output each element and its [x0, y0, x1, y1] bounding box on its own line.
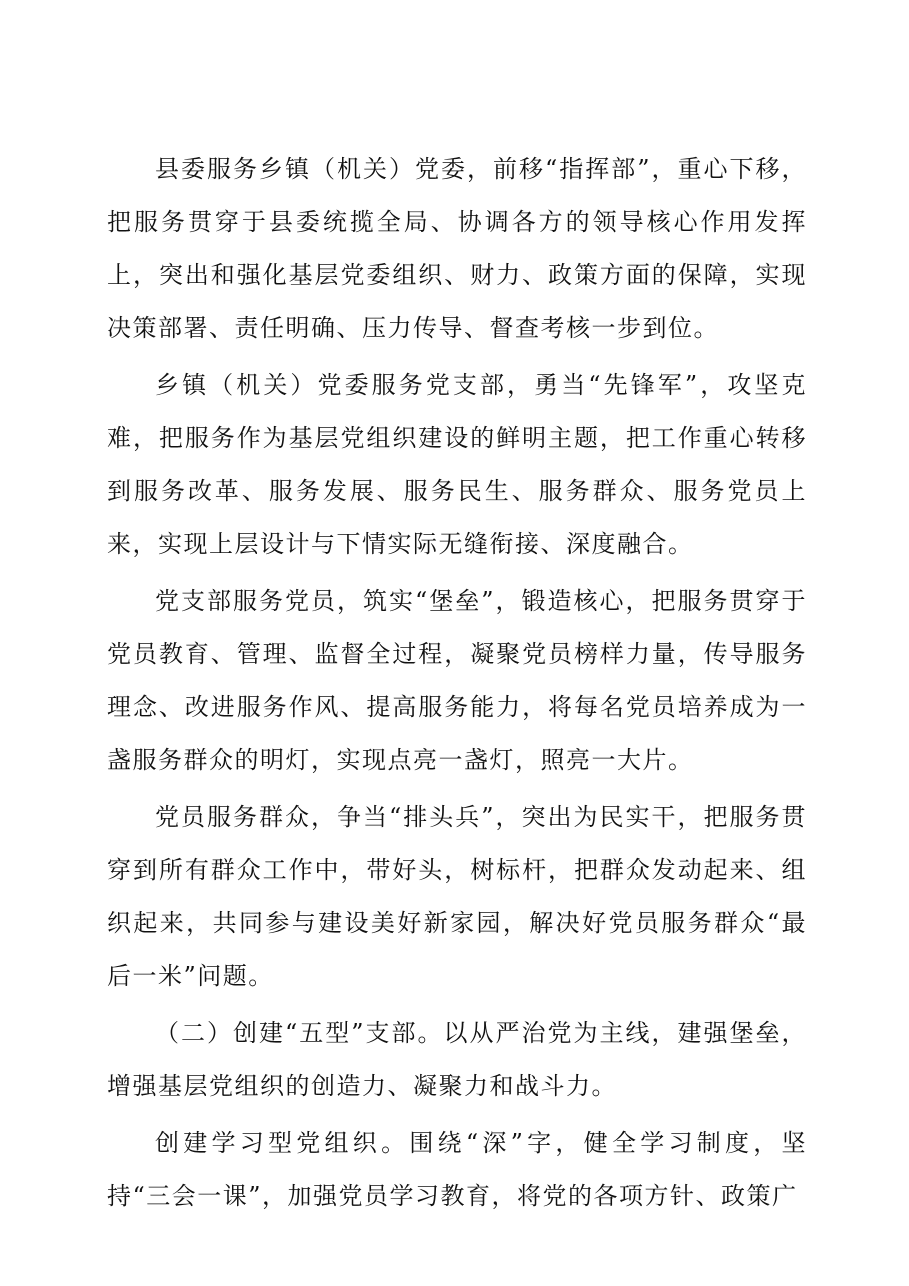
paragraph-party-branch: 党支部服务党员，筑实“堡垒”，锻造核心，把服务贯穿于党员教育、管理、监督全过程，凝聚党员榜样力量，传导服务理念、改进服务作风、提高服务能力，将每名党员培养成为一盏服务群众的明灯，实现点亮一盏灯，照亮一大片。: [107, 587, 807, 774]
paragraph-party-members: 党员服务群众，争当“排头兵”，突出为民实干，把服务贯穿到所有群众工作中，带好头，树标杆，把群众发动起来、组织起来，共同参与建设美好新家园，解决好党员服务群众“最后一米”问题。: [107, 803, 807, 990]
document-body: [107, 143, 807, 1227]
paragraph-five-type-branch: （二）创建“五型”支部。以从严治党为主线，建强堡垒，增强基层党组织的创造力、凝聚力和战斗力。: [107, 1019, 807, 1100]
paragraph-township-committee: 乡镇（机关）党委服务党支部，勇当“先锋军”，攻坚克难，把服务作为基层党组织建设的鲜明主题，把工作重心转移到服务改革、服务发展、服务民生、服务群众、服务党员上来，实现上层设计与下情实际无缝衔接、深度融合。: [107, 371, 807, 558]
paragraph-county-committee: 县委服务乡镇（机关）党委，前移“指挥部”，重心下移，把服务贯穿于县委统揽全局、协调各方的领导核心作用发挥上，突出和强化基层党委组织、财力、政策方面的保障，实现决策部署、责任明确、压力传导、督查考核一步到位。: [107, 155, 807, 342]
paragraph-learning-organization: 创建学习型党组织。围绕“深”字，健全学习制度，坚持“三会一课”，加强党员学习教育，将党的各项方针、政策广: [107, 1129, 807, 1210]
